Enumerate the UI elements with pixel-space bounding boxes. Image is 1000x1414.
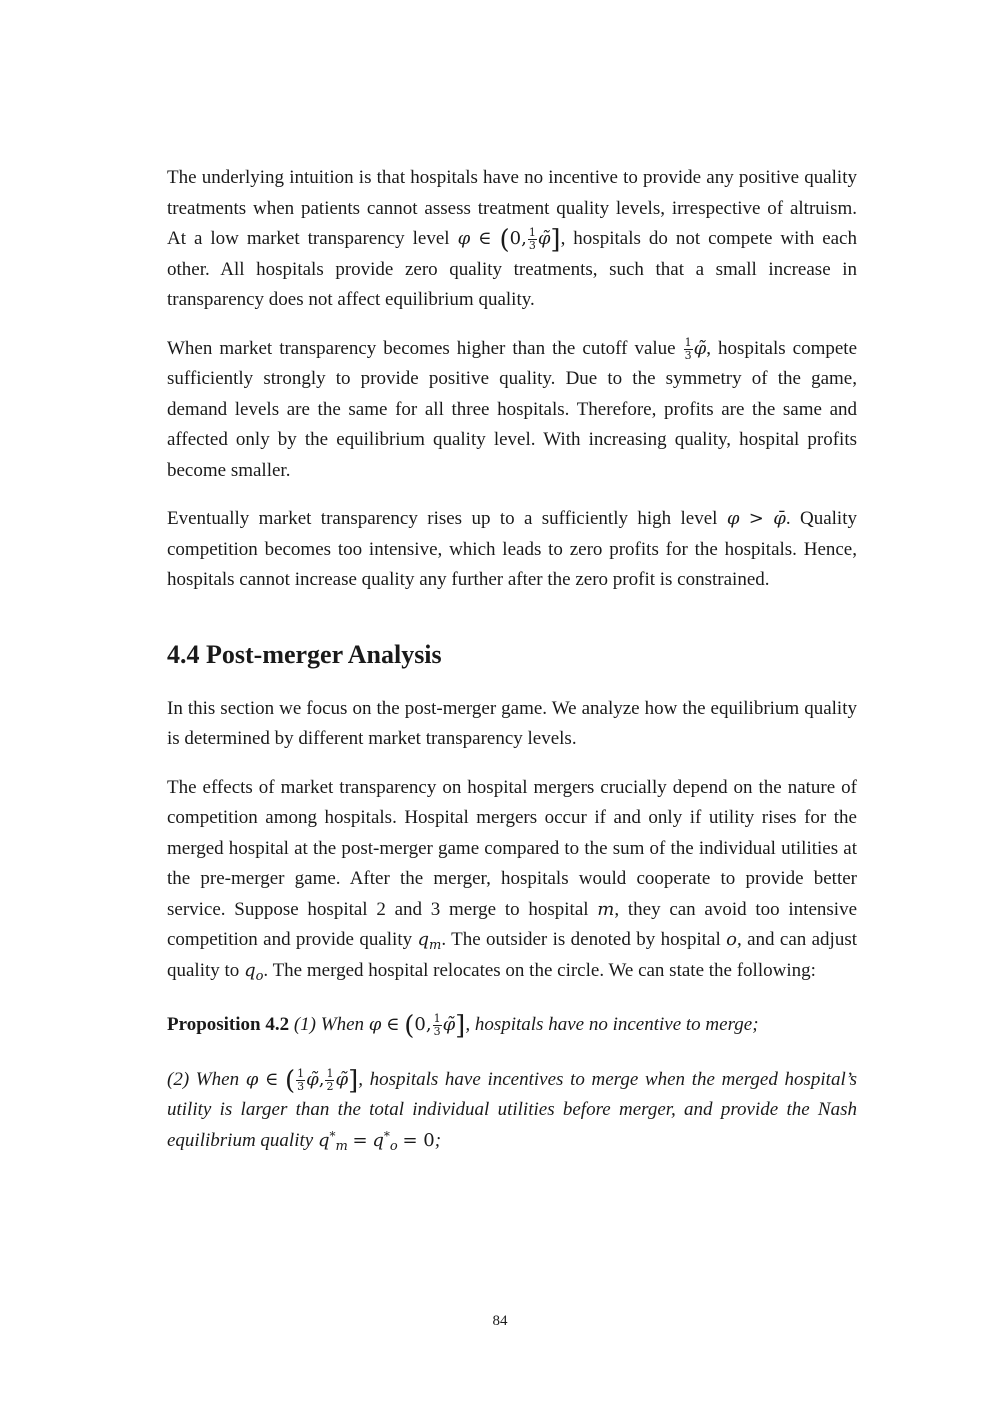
math-phi-bar: φ̄	[773, 508, 786, 529]
paragraph-section-intro: In this section we focus on the post-merger game. We analyze how the equilibrium quality is determined by different market transparency levels.	[167, 697, 857, 749]
math-phi: φ	[726, 508, 740, 529]
paragraph-cutoff: When market transparency becomes higher than the cutoff value $\frac{1}{3}$ φ̃, hospitals compete sufficiently strongly to provide positive quality. Due to the symmetry of the game, demand levels are the same for all three hospitals. Therefore, profits are the same and affected only by the equilibrium quality level. With increasing quality, hospital profits become smaller.	[167, 335, 858, 481]
proposition-label: Proposition 4.2	[167, 1014, 290, 1035]
page-number: 84	[492, 1313, 508, 1329]
math-phi: φ	[457, 228, 471, 249]
fraction-one-third: $\frac{1}{3}$	[297, 1066, 305, 1093]
proposition-part-2: (2) When φ ∈ ( $\frac{1}{3}$ φ̃, $\frac{1}{2}$ φ̃], hospitals have incentives to merge when the merged hospital’s utility is larger than the total individual utilities before merger, and provide the Nash equilibrium quality $q^*_m = q^*_o = 0$;	[167, 1065, 858, 1154]
fraction-one-half: $\frac{1}{2}$	[326, 1066, 334, 1093]
paragraph-high-transparency: Eventually market transparency rises up to a sufficiently high level φ > φ̄. Quality competition becomes too intensive, which leads to zero profits for the hospitals. Hence, hospitals cannot increase quality any further after the zero profit is constrained.	[167, 508, 857, 590]
math-q-o-star: $q^*_o$	[372, 1128, 398, 1154]
math-o: o	[726, 929, 737, 950]
math-in: ∈	[265, 1068, 279, 1090]
section-heading: 4.4 Post-merger Analysis	[167, 639, 442, 669]
paragraph-intuition: The underlying intuition is that hospitals have no incentive to provide any positive quality treatments when patients cannot assess treatment quality levels, irrespective of altruism. At a low market transparency level φ ∈ (0, $\frac{1}{3}$ φ̃], hospitals do not compete with each other. All hospitals provide zero quality treatments, such that a small increase in transparency does not affect equilibrium quality.	[167, 167, 857, 310]
math-in: ∈	[478, 228, 492, 249]
paragraph-merger-effects: The effects of market transparency on hospital mergers crucially depend on the nature of competition among hospitals. Hospital mergers occur if and only if utility rises for the merged hospital at the post-merger game compared to the sum of the individual utilities at the pre-merger game. After the merger, hospitals would cooperate to provide better service. Suppose hospital 2 and 3 merge to hospital m, they can avoid too intensive competition and provide quality $q_m$. The outsider is denoted by hospital o, and can adjust quality to $q_o$. The merged hospital relocates on the circle. We can state the following:	[167, 776, 858, 984]
fraction-one-third: $\frac{1}{3}$	[433, 1012, 441, 1039]
math-rbracket: ]	[550, 225, 561, 255]
math-phi: φ	[368, 1014, 382, 1035]
fraction-one-third: $\frac{1}{3}$	[684, 335, 692, 362]
math-q-m: $q_m$	[417, 929, 442, 953]
math-m: m	[597, 898, 615, 920]
math-equals-zero: = 0	[402, 1129, 435, 1151]
fraction-one-third: $\frac{1}{3}$	[528, 226, 536, 253]
math-gt: >	[748, 508, 764, 529]
page-body	[167, 163, 857, 1156]
math-lparen: (	[499, 225, 510, 255]
math-phi: φ	[245, 1068, 259, 1090]
math-phi-tilde: φ̃	[537, 228, 551, 249]
math-phi-tilde: φ̃	[693, 337, 707, 359]
math-q-o: $q_o$	[244, 959, 264, 984]
proposition-part-1: Proposition 4.2 (1) When φ ∈ (0, $\frac{1}{3}$ φ̃], hospitals have no incentive to merge;	[167, 1011, 759, 1041]
math-q-m-star: $q^*_m$	[317, 1128, 348, 1154]
math-in: ∈	[386, 1014, 400, 1035]
